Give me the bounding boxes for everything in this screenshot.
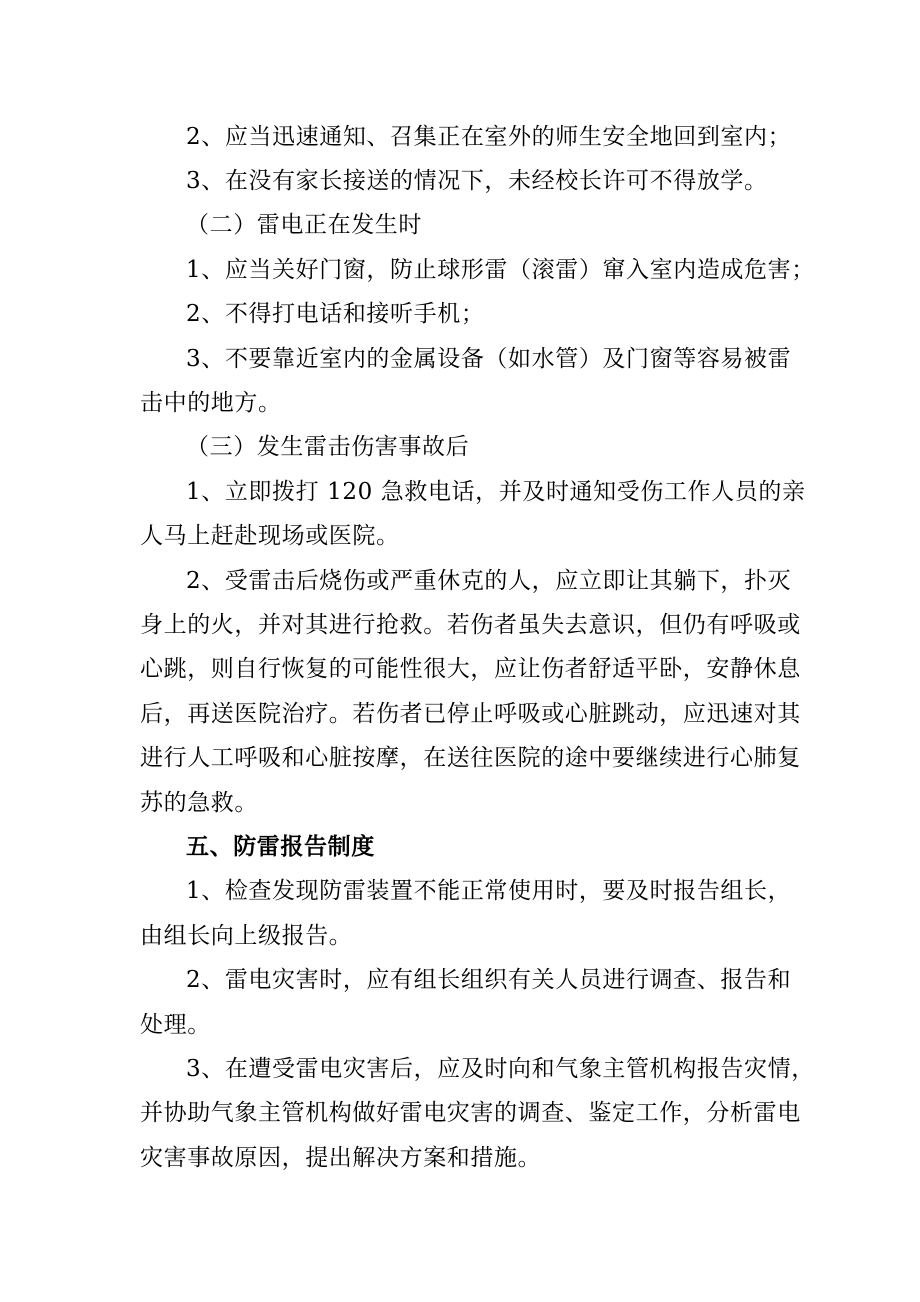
text-line: 苏的急救。 xyxy=(140,790,258,816)
text-line: 1、检查发现防雷装置不能正常使用时，要及时报告组长， xyxy=(186,878,792,904)
text-line: 人马上赶赴现场或医院。 xyxy=(140,523,400,549)
text-line: 身上的火，并对其进行抢救。若伤者虽失去意识，但仍有呼吸或 xyxy=(140,612,801,638)
subheading: （三）发生雷击伤害事故后 xyxy=(186,434,470,460)
text-line: 后，再送医院治疗。若伤者已停止呼吸或心脏跳动，应迅速对其 xyxy=(140,701,801,727)
text-line: 3、不要靠近室内的金属设备（如水管）及门窗等容易被雷 xyxy=(186,346,792,372)
text-line: 击中的地方。 xyxy=(140,390,282,416)
text-line: 2、应当迅速通知、召集正在室外的师生安全地回到室内； xyxy=(186,124,792,150)
text-line: 并协助气象主管机构做好雷电灾害的调查、鉴定工作，分析雷电 xyxy=(140,1100,801,1126)
text-line: 2、不得打电话和接听手机； xyxy=(186,301,485,327)
section-heading: 五、防雷报告制度 xyxy=(186,833,375,860)
text-line: 处理。 xyxy=(140,1012,211,1038)
text-line: 3、在没有家长接送的情况下，未经校长许可不得放学。 xyxy=(186,168,768,194)
subheading: （二）雷电正在发生时 xyxy=(186,212,422,238)
text-line: 灾害事故原因，提出解决方案和措施。 xyxy=(140,1145,542,1171)
text-line: 由组长向上级报告。 xyxy=(140,923,353,949)
text-line: 进行人工呼吸和心脏按摩，在送往医院的途中要继续进行心肺复 xyxy=(140,745,801,771)
text-line: 2、受雷击后烧伤或严重休克的人，应立即让其躺下，扑灭 xyxy=(186,568,792,594)
text-line: 2、雷电灾害时，应有组长组织有关人员进行调查、报告和 xyxy=(186,967,792,993)
text-line: 1、应当关好门窗，防止球形雷（滚雷）窜入室内造成危害； xyxy=(186,257,815,283)
text-line: 心跳，则自行恢复的可能性很大，应让伤者舒适平卧，安静休息 xyxy=(140,656,801,682)
text-line: 3、在遭受雷电灾害后，应及时向和气象主管机构报告灾情， xyxy=(186,1056,815,1082)
text-line: 1、立即拨打 120 急救电话，并及时通知受伤工作人员的亲 xyxy=(186,479,806,505)
